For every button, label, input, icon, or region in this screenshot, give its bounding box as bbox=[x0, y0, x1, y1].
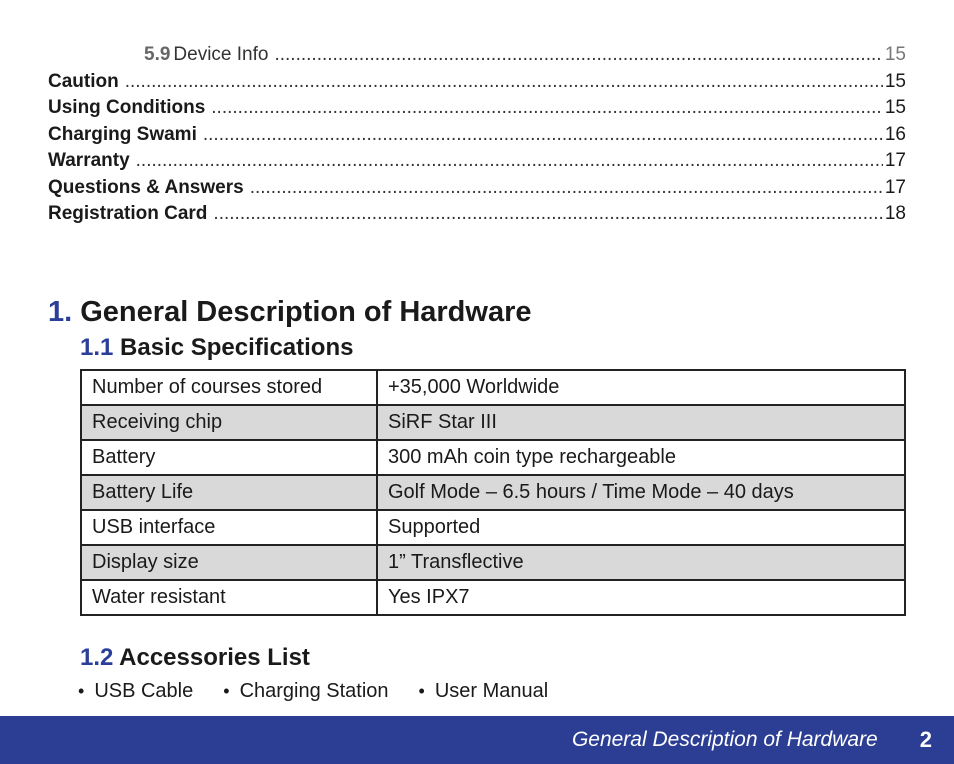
bullet-icon: • bbox=[223, 681, 230, 701]
toc-leader-dots bbox=[136, 148, 883, 175]
spec-value: 1” Transflective bbox=[377, 545, 905, 580]
bullet-icon: • bbox=[418, 681, 425, 701]
toc-label: Charging Swami bbox=[48, 123, 197, 145]
accessory-label: USB Cable bbox=[94, 680, 194, 702]
toc-page-number: 16 bbox=[884, 123, 906, 145]
toc-label: Warranty bbox=[48, 150, 130, 171]
toc-entry-caution[interactable] bbox=[48, 69, 906, 96]
table-row bbox=[81, 510, 905, 545]
spec-key: Battery bbox=[81, 440, 377, 475]
toc-sub-number: 5.9 bbox=[144, 44, 171, 65]
spec-key: USB interface bbox=[81, 510, 377, 545]
toc-label: Caution bbox=[48, 70, 119, 92]
table-row bbox=[81, 545, 905, 580]
spec-value: Yes IPX7 bbox=[377, 580, 905, 615]
specs-number: 1.1 bbox=[80, 334, 114, 361]
page-footer bbox=[0, 716, 954, 764]
spec-key: Display size bbox=[81, 545, 377, 580]
list-item bbox=[419, 680, 549, 703]
toc-label: Using Conditions bbox=[48, 97, 206, 118]
toc-leader-dots bbox=[211, 95, 883, 122]
accessory-label: Charging Station bbox=[239, 680, 389, 702]
toc-leader-dots bbox=[125, 69, 883, 96]
accessories-number: 1.2 bbox=[80, 644, 114, 671]
accessories-title: Accessories List bbox=[119, 644, 310, 671]
toc-label: Registration Card bbox=[48, 203, 208, 224]
toc-entry-questions-answers[interactable] bbox=[48, 175, 906, 202]
section-title: General Description of Hardware bbox=[80, 296, 532, 328]
footer-title: General Description of Hardware bbox=[571, 728, 878, 751]
toc-leader-dots bbox=[274, 42, 882, 69]
toc-label: Questions & Answers bbox=[48, 176, 244, 198]
accessory-label: User Manual bbox=[434, 680, 549, 702]
accessories-heading bbox=[80, 644, 310, 672]
list-item bbox=[223, 680, 388, 703]
table-row bbox=[81, 440, 905, 475]
toc-entry-using-conditions[interactable] bbox=[48, 95, 906, 122]
toc-sub-label: Device Info bbox=[173, 44, 269, 65]
table-row bbox=[81, 580, 905, 615]
specifications-table bbox=[80, 369, 906, 616]
spec-key: Battery Life bbox=[81, 475, 377, 510]
specs-heading bbox=[80, 334, 353, 362]
spec-key: Water resistant bbox=[81, 580, 377, 615]
spec-value: +35,000 Worldwide bbox=[377, 370, 905, 405]
toc-page-number: 17 bbox=[884, 150, 906, 171]
toc-entry-charging-swami[interactable] bbox=[48, 122, 906, 149]
spec-value: Golf Mode – 6.5 hours / Time Mode – 40 days bbox=[377, 475, 905, 510]
table-row bbox=[81, 370, 905, 405]
list-item bbox=[78, 680, 193, 703]
bullet-icon: • bbox=[78, 681, 85, 701]
table-of-contents bbox=[48, 42, 906, 228]
toc-leader-dots bbox=[250, 175, 883, 202]
toc-page-number: 18 bbox=[884, 203, 906, 224]
toc-page-number: 17 bbox=[884, 176, 906, 198]
spec-key: Receiving chip bbox=[81, 405, 377, 440]
toc-leader-dots bbox=[213, 201, 882, 228]
toc-entry-registration-card[interactable] bbox=[48, 201, 906, 228]
footer-page-number: 2 bbox=[919, 727, 932, 752]
section-heading bbox=[48, 296, 532, 329]
toc-page-number: 15 bbox=[884, 97, 906, 118]
table-row bbox=[81, 475, 905, 510]
toc-entry-device-info[interactable] bbox=[48, 42, 906, 69]
specs-title: Basic Specifications bbox=[120, 334, 354, 361]
spec-value: 300 mAh coin type rechargeable bbox=[377, 440, 905, 475]
toc-page-number: 15 bbox=[884, 44, 906, 65]
section-number: 1. bbox=[48, 296, 73, 328]
toc-page-number: 15 bbox=[884, 70, 906, 92]
spec-value: Supported bbox=[377, 510, 905, 545]
toc-entry-warranty[interactable] bbox=[48, 148, 906, 175]
table-row bbox=[81, 405, 905, 440]
spec-value: SiRF Star III bbox=[377, 405, 905, 440]
toc-leader-dots bbox=[203, 122, 883, 149]
spec-key: Number of courses stored bbox=[81, 370, 377, 405]
accessories-list bbox=[78, 680, 548, 703]
